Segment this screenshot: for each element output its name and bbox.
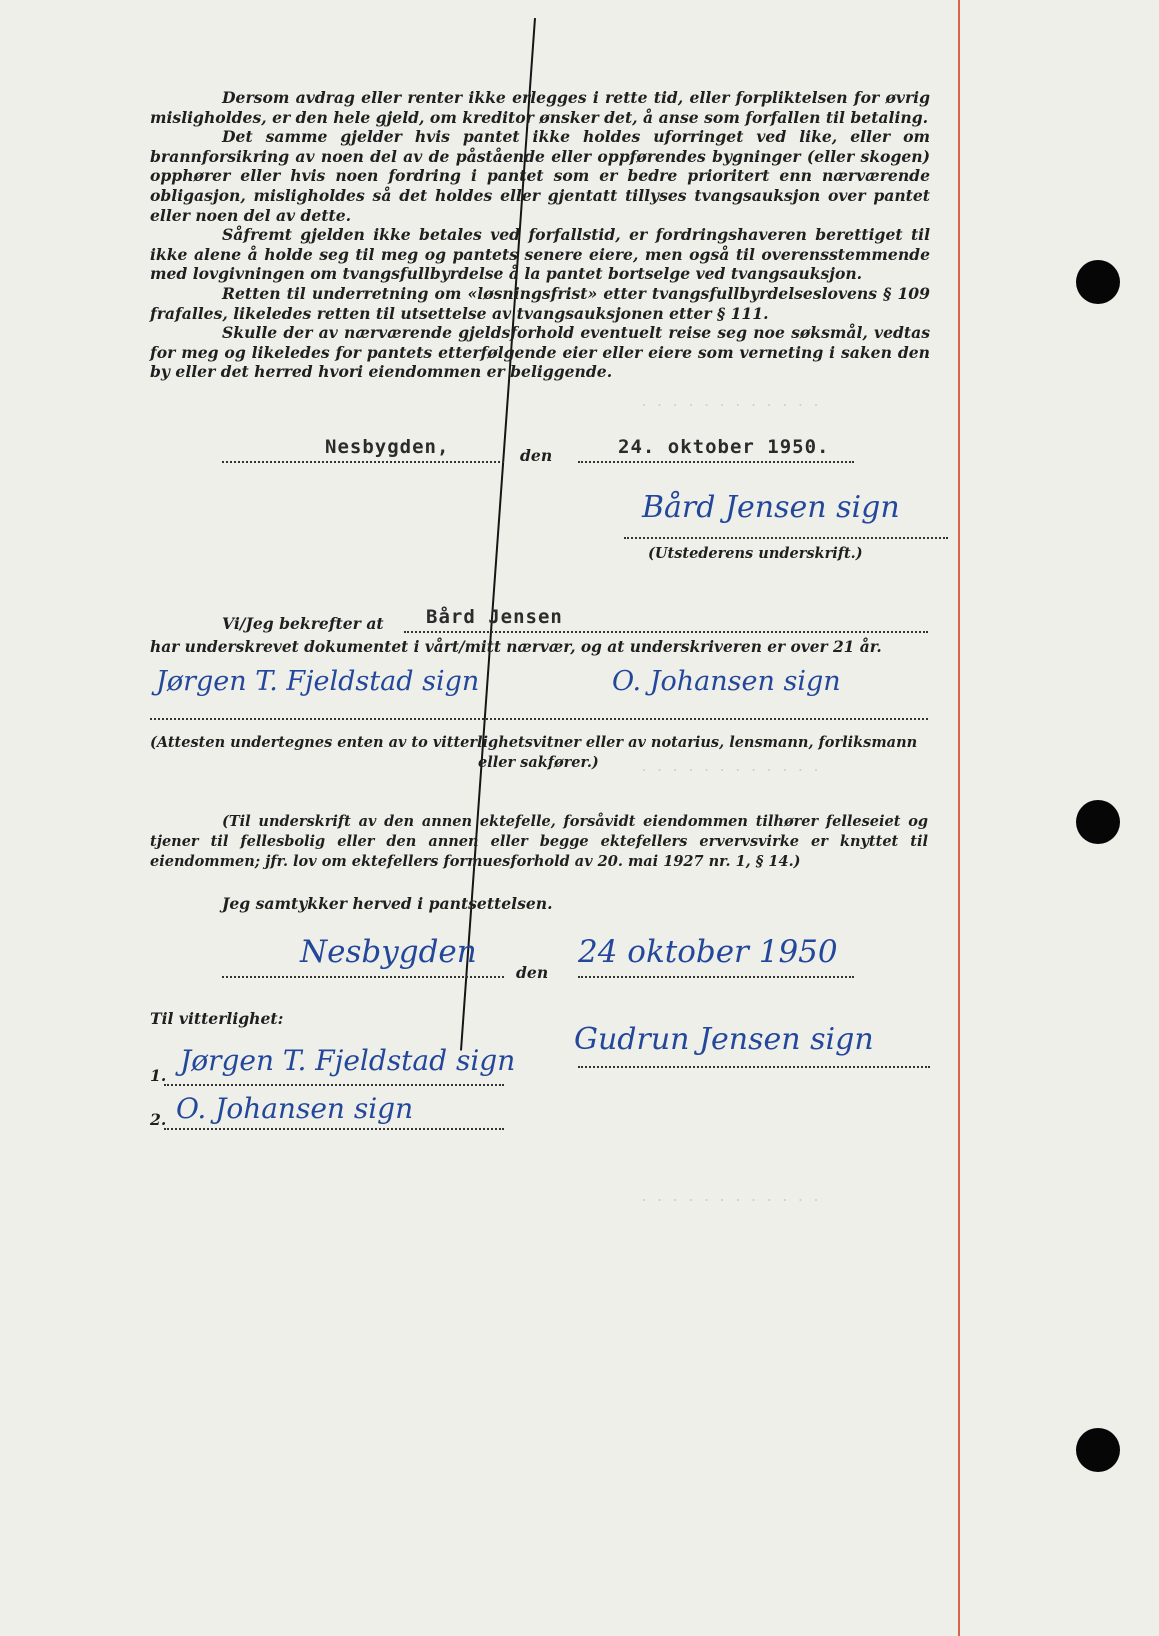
witness-2-line	[164, 1128, 504, 1130]
attest-caption: (Attesten undertegnes enten av to vitterlighetsvitner eller av notarius, lensmann, forliksmann	[150, 734, 918, 751]
witness-line: har underskrevet dokumentet i vårt/mitt nærvær, og at underskriveren er over 21 år.	[150, 638, 882, 656]
bleed-through: . . . . . . . . . . . .	[640, 760, 821, 775]
witness-signature-1: Jørgen T. Fjeldstad sign	[156, 666, 480, 697]
place-dotted-line	[222, 461, 504, 463]
binder-hole	[1076, 260, 1120, 304]
terms-paragraph: Retten til underretning om «løsningsfrist» etter tvangsfullbyrdelseslovens § 109 frafalles, likeledes retten til utsettelse av tvangsauksjonen etter § 111.	[150, 283, 930, 323]
consent-den-label: den	[516, 963, 549, 982]
binder-hole	[1076, 1428, 1120, 1472]
date-dotted-line	[578, 461, 854, 463]
witnessed-name: Bård Jensen	[426, 606, 563, 628]
witness-number-2: 2.	[150, 1110, 167, 1129]
witness-number-1: 1.	[150, 1066, 167, 1085]
consent-text: Jeg samtykker herved i pantsettelsen.	[222, 894, 553, 913]
binder-hole	[1076, 800, 1120, 844]
consent-place-handwritten: Nesbygden	[300, 934, 477, 970]
date-typed: 24. oktober 1950.	[618, 436, 830, 458]
consent-place-line	[222, 976, 504, 978]
consent-date-handwritten: 24 oktober 1950	[578, 934, 838, 970]
witness-prefix: Vi/Jeg bekrefter at	[222, 614, 384, 633]
witness-dotted-line	[150, 718, 928, 720]
terms-paragraph: Det samme gjelder hvis pantet ikke holdes uforringet ved like, eller om brannforsikring av noen del av de påstående eller oppførendes bygninger (eller skogen) opphører eller hvis noen fordring i pantet som er bedre prioritert enn nærværende obligasjon, misligholdes så det holdes eller gjentatt tillyses tvangsauksjon over pantet eller noen del av dette.	[150, 127, 930, 225]
witness-1-line	[164, 1084, 504, 1086]
issuer-caption: (Utstederens underskrift.)	[648, 545, 863, 562]
issuer-signature: Bård Jensen sign	[642, 490, 900, 525]
mortgage-terms	[150, 88, 930, 382]
attest-caption-2: eller sakfører.)	[478, 754, 599, 771]
terms-paragraph: Dersom avdrag eller renter ikke erlegges i rette tid, eller forpliktelsen for øvrig misligholdes, er den hele gjeld, om kreditor ønsker det, å anse som forfallen til betaling.	[150, 88, 930, 127]
place-typed: Nesbygden,	[325, 436, 450, 458]
terms-paragraph: Skulle der av nærværende gjeldsforhold eventuelt reise seg noe søksmål, vedtas for meg og likeledes for pantets etterfølgende eier eller eiere som verneting i saken den by eller det herred hvori eiendommen er beliggende.	[150, 323, 930, 382]
consent-witness-2: O. Johansen sign	[176, 1092, 414, 1125]
spouse-note: (Til underskrift av den annen ektefelle, forsåvidt eiendommen tilhører felleseiet og tjener til fellesbolig eller den annen eller begge ektefellers ervervsvirke er knyttet til eiendommen; jfr. lov om ektefellers formuesforhold av 20. mai 1927 nr. 1, § 14.)	[150, 813, 928, 870]
issuer-signature-line	[624, 537, 948, 539]
terms-paragraph: Såfremt gjelden ikke betales ved forfallstid, er fordringshaveren berettiget til ikke alene å holde seg til meg og pantets senere eiere, men også til overensstemmende med lovgivningen om tvangsfullbyrdelse å la pantet bortselge ved tvangsauksjon.	[150, 225, 930, 284]
bleed-through: . . . . . . . . . . . .	[640, 1190, 821, 1205]
consent-date-line	[578, 976, 854, 978]
consent-witness-1: Jørgen T. Fjeldstad sign	[180, 1044, 516, 1077]
witness-label: Til vitterlighet:	[150, 1009, 284, 1028]
den-label: den	[520, 446, 553, 465]
name-dotted-line	[404, 631, 928, 633]
spouse-signature-line	[578, 1066, 930, 1068]
spouse-signature: Gudrun Jensen sign	[574, 1022, 874, 1057]
margin-rule	[958, 0, 960, 1636]
bleed-through: . . . . . . . . . . . .	[640, 395, 821, 410]
witness-signature-2: O. Johansen sign	[612, 666, 841, 697]
